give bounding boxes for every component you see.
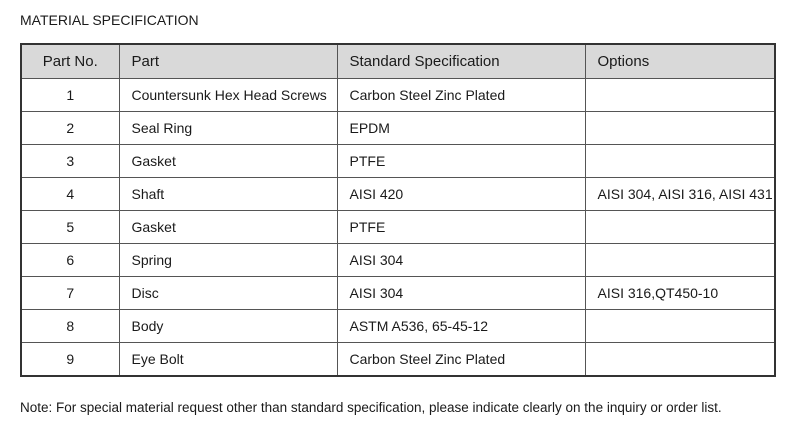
cell-options [585, 343, 775, 377]
header-part: Part [119, 44, 337, 79]
header-part-no: Part No. [21, 44, 119, 79]
cell-part: Disc [119, 277, 337, 310]
cell-options [585, 145, 775, 178]
cell-part-no: 2 [21, 112, 119, 145]
cell-standard-specification: EPDM [337, 112, 585, 145]
table-row [21, 277, 775, 310]
cell-part-no: 4 [21, 178, 119, 211]
cell-standard-specification: AISI 304 [337, 244, 585, 277]
cell-part-no: 3 [21, 145, 119, 178]
table-row [21, 343, 775, 377]
cell-part: Body [119, 310, 337, 343]
footnote: Note: For special material request other than standard specification, please indicate clearly on the inquiry or order list. [20, 400, 722, 415]
table-row [21, 310, 775, 343]
cell-part: Gasket [119, 145, 337, 178]
cell-standard-specification: AISI 304 [337, 277, 585, 310]
table-row [21, 79, 775, 112]
cell-part: Gasket [119, 211, 337, 244]
cell-standard-specification: PTFE [337, 211, 585, 244]
header-standard-specification: Standard Specification [337, 44, 585, 79]
cell-part: Seal Ring [119, 112, 337, 145]
cell-options [585, 79, 775, 112]
cell-part: Shaft [119, 178, 337, 211]
cell-standard-specification: Carbon Steel Zinc Plated [337, 79, 585, 112]
table-body [21, 79, 775, 377]
cell-options [585, 211, 775, 244]
table-row [21, 178, 775, 211]
cell-options: AISI 304, AISI 316, AISI 431 [585, 178, 775, 211]
table-row [21, 244, 775, 277]
cell-standard-specification: PTFE [337, 145, 585, 178]
cell-options [585, 112, 775, 145]
header-options: Options [585, 44, 775, 79]
cell-part-no: 5 [21, 211, 119, 244]
table-row [21, 145, 775, 178]
table-header [21, 44, 775, 79]
cell-standard-specification: ASTM A536, 65-45-12 [337, 310, 585, 343]
cell-part-no: 9 [21, 343, 119, 377]
cell-standard-specification: AISI 420 [337, 178, 585, 211]
cell-options: AISI 316,QT450-10 [585, 277, 775, 310]
cell-options [585, 310, 775, 343]
cell-part-no: 8 [21, 310, 119, 343]
cell-part: Eye Bolt [119, 343, 337, 377]
cell-part-no: 7 [21, 277, 119, 310]
cell-standard-specification: Carbon Steel Zinc Plated [337, 343, 585, 377]
page-title: MATERIAL SPECIFICATION [20, 12, 199, 28]
cell-part-no: 1 [21, 79, 119, 112]
cell-part-no: 6 [21, 244, 119, 277]
material-specification-table [20, 43, 776, 377]
cell-part: Spring [119, 244, 337, 277]
cell-options [585, 244, 775, 277]
table-row [21, 211, 775, 244]
header-row [21, 44, 775, 79]
table-row [21, 112, 775, 145]
cell-part: Countersunk Hex Head Screws [119, 79, 337, 112]
